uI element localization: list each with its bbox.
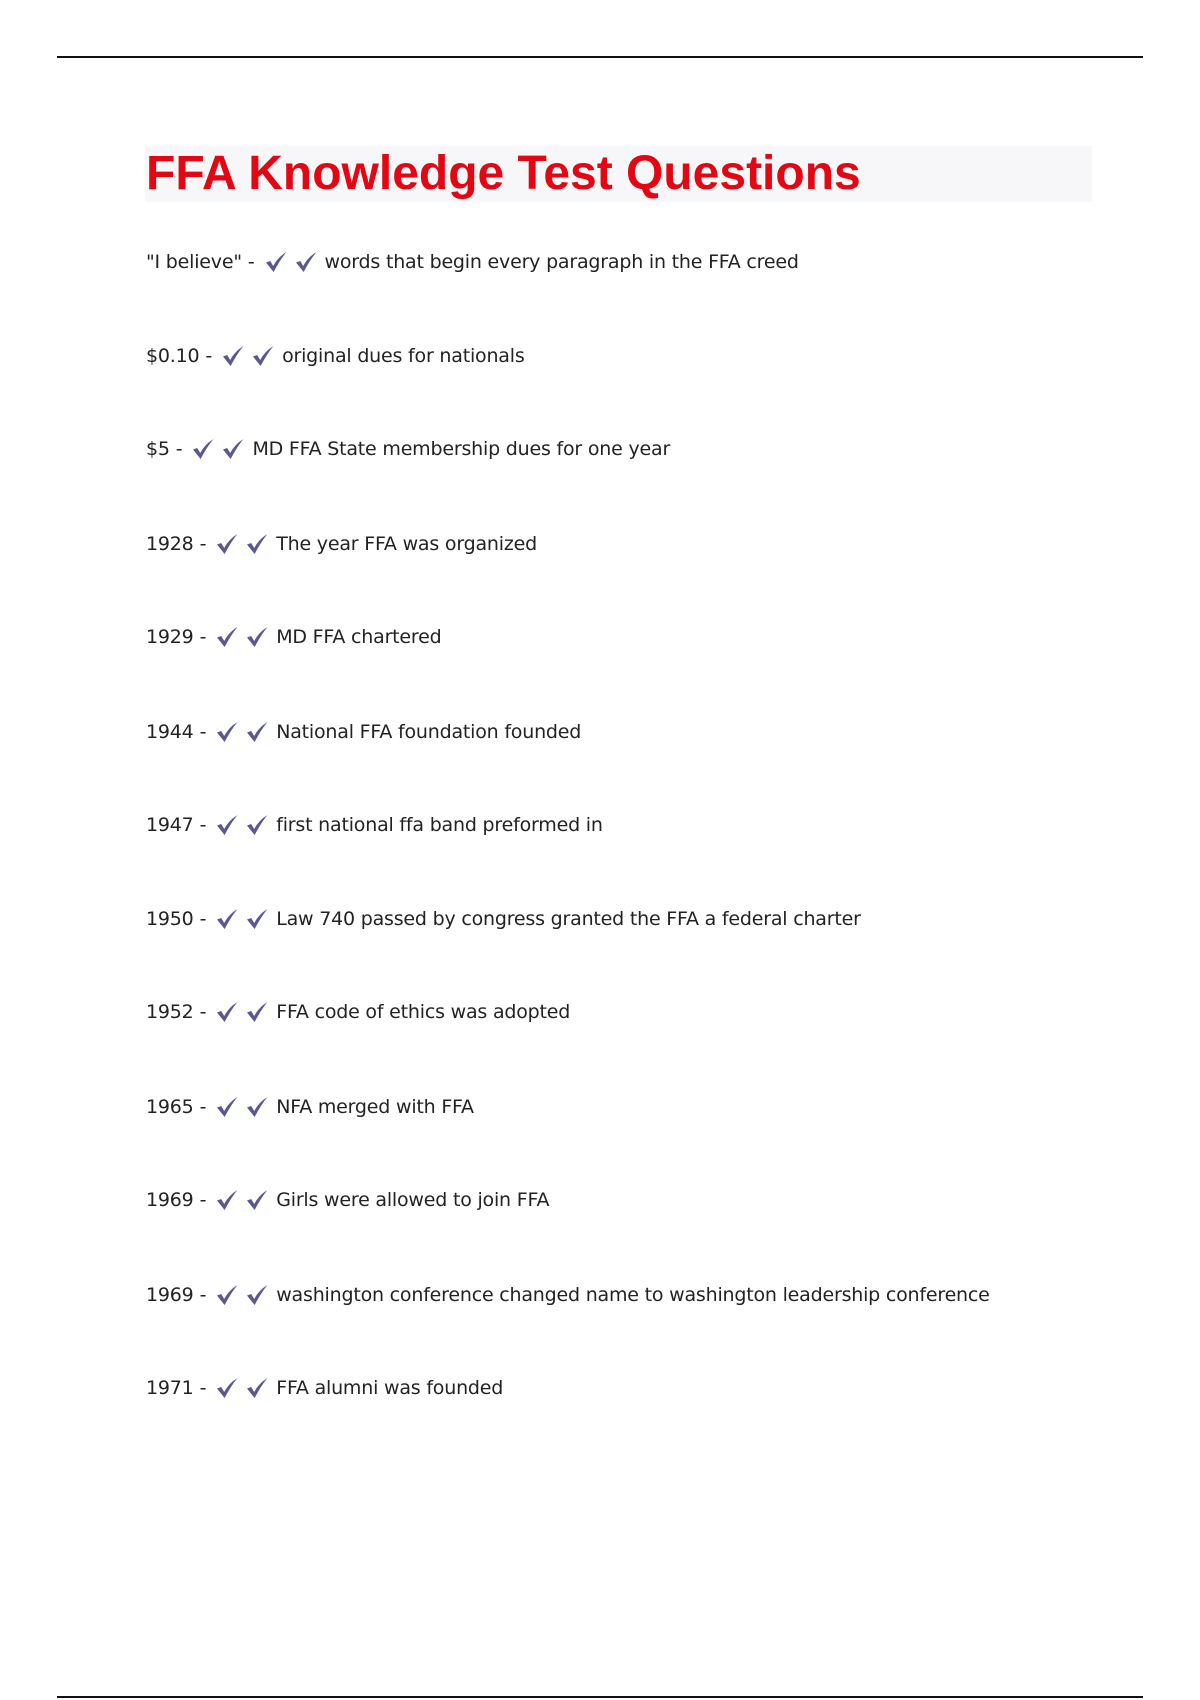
- check-mark-icon: [214, 1000, 240, 1024]
- check-mark-path: [247, 909, 268, 929]
- question-separator: -: [205, 345, 213, 367]
- question-term: 1928: [146, 533, 194, 555]
- check-mark-icon: [214, 1283, 240, 1307]
- check-mark-path: [223, 439, 244, 459]
- check-mark-glyph: [214, 1188, 240, 1212]
- question-term: $0.10: [146, 345, 200, 367]
- list-item: [146, 1280, 990, 1310]
- check-mark-glyph: [244, 1376, 270, 1400]
- check-mark-glyph: [214, 1376, 240, 1400]
- question-term: "I believe": [146, 251, 242, 273]
- check-mark-icon: [244, 1283, 270, 1307]
- question-answer: MD FFA chartered: [276, 626, 442, 648]
- check-mark-path: [247, 1002, 268, 1022]
- check-mark-path: [217, 1097, 238, 1117]
- check-mark-glyph: [214, 625, 240, 649]
- check-mark-path: [217, 1378, 238, 1398]
- check-mark-glyph: [214, 532, 240, 556]
- question-term: 1952: [146, 1001, 194, 1023]
- check-mark-path: [247, 1285, 268, 1305]
- check-mark-glyph: [220, 437, 246, 461]
- question-term: 1950: [146, 908, 194, 930]
- check-mark-glyph: [244, 1283, 270, 1307]
- list-item: [146, 997, 570, 1027]
- check-mark-path: [223, 346, 244, 366]
- check-marks: [214, 1095, 274, 1119]
- question-separator: -: [199, 908, 207, 930]
- list-item: [146, 810, 603, 840]
- check-mark-icon: [214, 625, 240, 649]
- question-answer: Law 740 passed by congress granted the FFA a federal charter: [276, 908, 861, 930]
- check-marks: [214, 813, 274, 837]
- check-mark-path: [217, 534, 238, 554]
- check-mark-glyph: [250, 344, 276, 368]
- top-rule: [57, 56, 1143, 58]
- question-answer: words that begin every paragraph in the FFA creed: [324, 251, 799, 273]
- check-mark-path: [247, 1190, 268, 1210]
- question-separator: -: [247, 251, 255, 273]
- check-marks: [214, 532, 274, 556]
- question-term: 1969: [146, 1189, 194, 1211]
- list-item: [146, 434, 670, 464]
- check-marks: [214, 625, 274, 649]
- check-mark-icon: [214, 532, 240, 556]
- list-item: [146, 717, 581, 747]
- check-mark-icon: [244, 1188, 270, 1212]
- check-mark-path: [217, 722, 238, 742]
- check-marks: [214, 907, 274, 931]
- check-marks: [214, 1283, 274, 1307]
- list-item: [146, 247, 799, 277]
- check-mark-path: [296, 252, 317, 272]
- question-term: 1944: [146, 721, 194, 743]
- check-mark-icon: [244, 1000, 270, 1024]
- check-marks: [214, 1376, 274, 1400]
- check-mark-icon: [244, 813, 270, 837]
- question-separator: -: [199, 1096, 207, 1118]
- check-mark-glyph: [244, 907, 270, 931]
- check-mark-path: [247, 1378, 268, 1398]
- question-answer: NFA merged with FFA: [276, 1096, 474, 1118]
- check-mark-icon: [190, 437, 216, 461]
- list-item: [146, 1373, 503, 1403]
- check-marks: [214, 1000, 274, 1024]
- check-mark-path: [253, 346, 274, 366]
- check-mark-icon: [263, 250, 289, 274]
- question-separator: -: [199, 1189, 207, 1211]
- question-separator: -: [199, 626, 207, 648]
- check-mark-glyph: [244, 532, 270, 556]
- question-separator: -: [199, 533, 207, 555]
- question-term: $5: [146, 438, 170, 460]
- question-answer: FFA code of ethics was adopted: [276, 1001, 571, 1023]
- check-mark-icon: [214, 1188, 240, 1212]
- check-marks: [214, 1188, 274, 1212]
- check-mark-icon: [214, 1376, 240, 1400]
- check-mark-path: [247, 534, 268, 554]
- check-mark-icon: [293, 250, 319, 274]
- check-mark-icon: [244, 720, 270, 744]
- check-mark-path: [247, 722, 268, 742]
- check-mark-icon: [214, 1095, 240, 1119]
- question-separator: -: [199, 1377, 207, 1399]
- check-mark-icon: [244, 625, 270, 649]
- check-mark-glyph: [244, 1000, 270, 1024]
- check-mark-glyph: [244, 625, 270, 649]
- check-mark-glyph: [214, 813, 240, 837]
- check-mark-icon: [214, 720, 240, 744]
- question-term: 1971: [146, 1377, 194, 1399]
- question-separator: -: [175, 438, 183, 460]
- check-mark-glyph: [214, 720, 240, 744]
- check-mark-icon: [250, 344, 276, 368]
- check-mark-glyph: [220, 344, 246, 368]
- check-marks: [190, 437, 250, 461]
- check-mark-icon: [214, 813, 240, 837]
- check-mark-path: [247, 815, 268, 835]
- question-answer: washington conference changed name to washington leadership conference: [276, 1284, 990, 1306]
- check-mark-path: [217, 1002, 238, 1022]
- check-mark-path: [217, 1285, 238, 1305]
- check-mark-glyph: [263, 250, 289, 274]
- check-mark-path: [217, 1190, 238, 1210]
- question-separator: -: [199, 1001, 207, 1023]
- list-item: [146, 1092, 474, 1122]
- check-mark-glyph: [244, 720, 270, 744]
- bottom-rule: [57, 1696, 1143, 1698]
- check-mark-icon: [214, 907, 240, 931]
- check-mark-glyph: [214, 1000, 240, 1024]
- list-item: [146, 529, 537, 559]
- check-mark-icon: [220, 437, 246, 461]
- check-mark-glyph: [214, 1095, 240, 1119]
- question-answer: The year FFA was organized: [276, 533, 537, 555]
- question-separator: -: [199, 1284, 207, 1306]
- check-mark-icon: [244, 1376, 270, 1400]
- check-mark-glyph: [214, 1283, 240, 1307]
- check-mark-glyph: [244, 1188, 270, 1212]
- check-mark-path: [217, 815, 238, 835]
- check-mark-icon: [244, 1095, 270, 1119]
- question-term: 1969: [146, 1284, 194, 1306]
- page-title: FFA Knowledge Test Questions: [146, 147, 861, 200]
- check-mark-glyph: [214, 907, 240, 931]
- question-answer: FFA alumni was founded: [276, 1377, 504, 1399]
- question-answer: first national ffa band preformed in: [276, 814, 603, 836]
- check-mark-glyph: [244, 1095, 270, 1119]
- check-mark-icon: [244, 907, 270, 931]
- check-mark-icon: [244, 532, 270, 556]
- list-item: [146, 622, 441, 652]
- question-separator: -: [199, 814, 207, 836]
- question-separator: -: [199, 721, 207, 743]
- question-term: 1929: [146, 626, 194, 648]
- question-term: 1947: [146, 814, 194, 836]
- check-mark-glyph: [190, 437, 216, 461]
- list-item: [146, 1185, 549, 1215]
- list-item: [146, 904, 861, 934]
- question-answer: National FFA foundation founded: [276, 721, 582, 743]
- check-marks: [214, 720, 274, 744]
- check-mark-path: [247, 627, 268, 647]
- question-answer: MD FFA State membership dues for one year: [252, 438, 671, 460]
- check-mark-path: [247, 1097, 268, 1117]
- question-answer: original dues for nationals: [282, 345, 525, 367]
- check-mark-icon: [220, 344, 246, 368]
- check-mark-glyph: [293, 250, 319, 274]
- check-mark-path: [266, 252, 287, 272]
- check-marks: [220, 344, 280, 368]
- question-term: 1965: [146, 1096, 194, 1118]
- check-mark-path: [217, 909, 238, 929]
- check-mark-path: [193, 439, 214, 459]
- check-mark-path: [217, 627, 238, 647]
- question-answer: Girls were allowed to join FFA: [276, 1189, 550, 1211]
- check-mark-glyph: [244, 813, 270, 837]
- check-marks: [263, 250, 323, 274]
- list-item: [146, 341, 525, 371]
